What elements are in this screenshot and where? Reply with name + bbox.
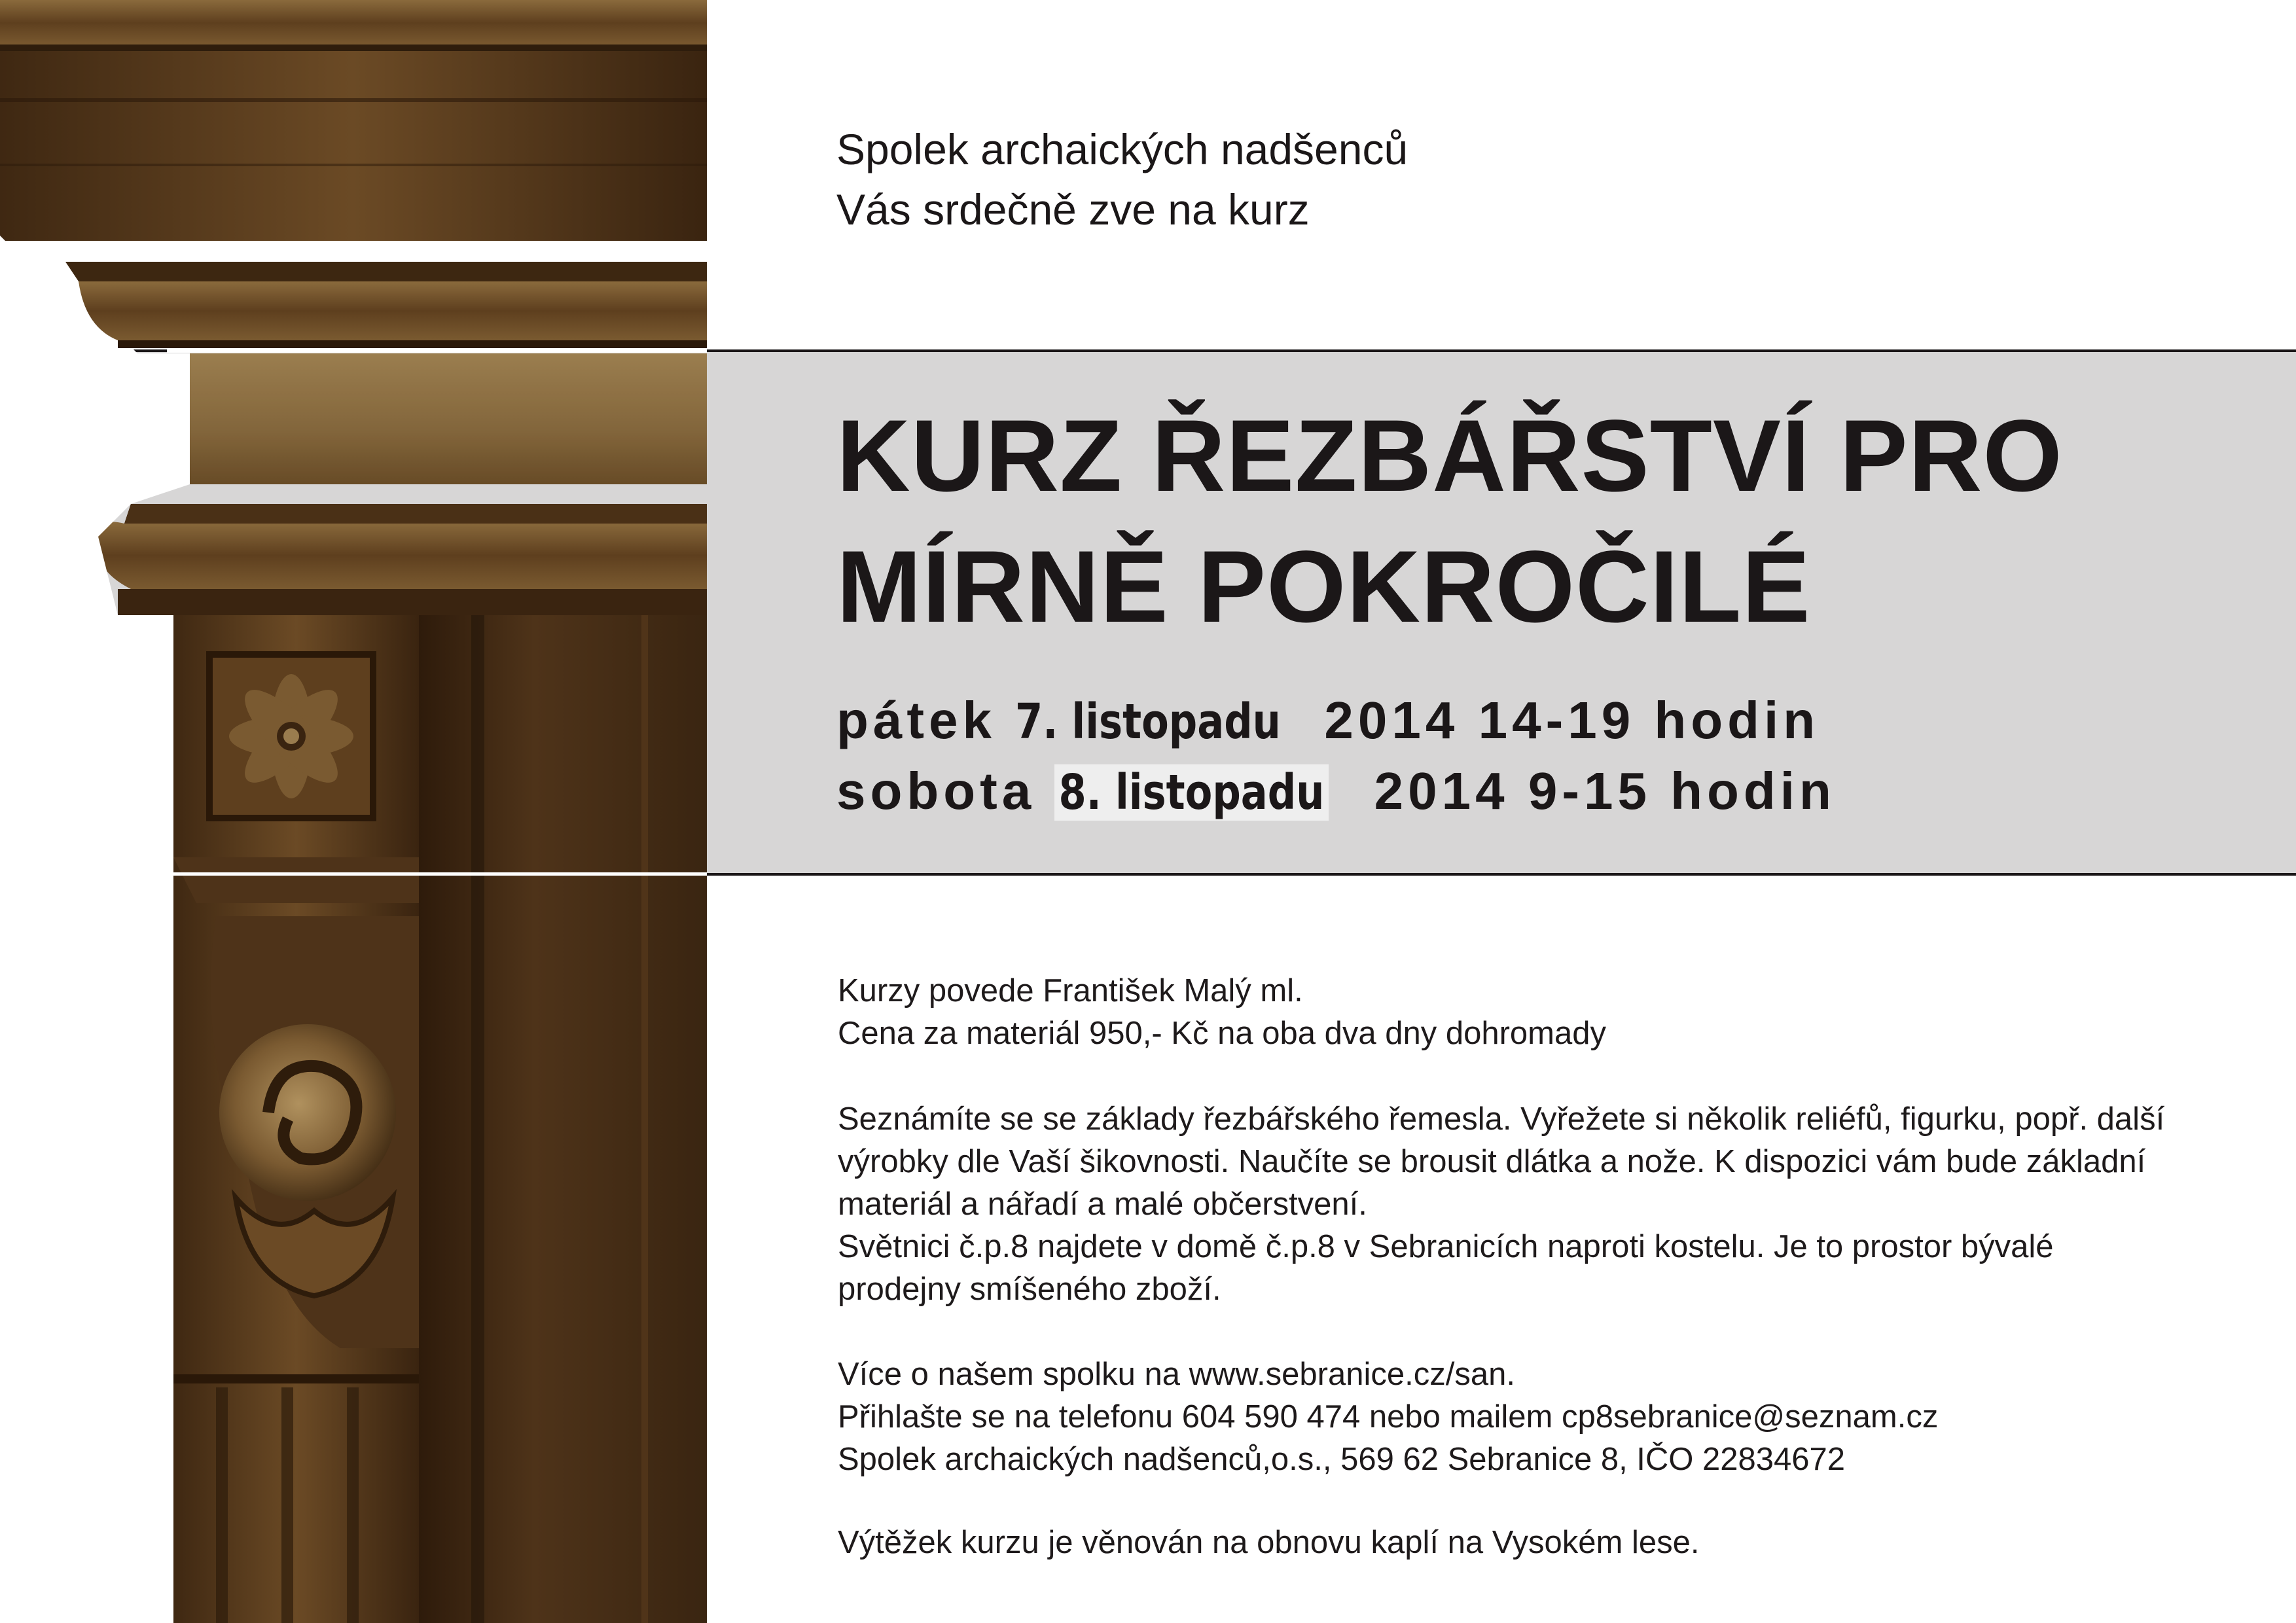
schedule-day: sobota bbox=[836, 762, 1036, 820]
band-bottom-seam bbox=[167, 872, 707, 876]
course-title-line-2: MÍRNĚ POKROČILÉ bbox=[836, 530, 1811, 644]
description-line: prodejny smíšeného zboží. bbox=[838, 1272, 1221, 1307]
proceeds-info bbox=[838, 1522, 1700, 1564]
description-line: materiál a nářadí a malé občerstvení. bbox=[838, 1186, 1367, 1222]
price-text: Cena za materiál 950,- Kč na oba dva dny dohromady bbox=[838, 1016, 1606, 1051]
schedule-date: 7. listopadu bbox=[1015, 694, 1282, 750]
schedule-year: 2014 bbox=[1374, 762, 1509, 820]
schedule-hours: 14-19 hodin bbox=[1478, 691, 1820, 749]
organization-address-line: Spolek archaických nadšenců,o.s., 569 62 Sebranice 8, IČO 22834672 bbox=[838, 1442, 1846, 1477]
schedule-hours: 9-15 hodin bbox=[1528, 762, 1836, 820]
carved-wood-photo bbox=[0, 0, 707, 1623]
proceeds-text: Výtěžek kurzu je věnován na obnovu kaplí na Vysokém lese. bbox=[838, 1525, 1700, 1560]
schedule-year: 2014 bbox=[1324, 691, 1460, 749]
band-top-seam bbox=[167, 349, 707, 353]
schedule-row bbox=[836, 690, 1820, 751]
contact-info bbox=[838, 1353, 1938, 1481]
description-line: Světnici č.p.8 najdete v domě č.p.8 v Sebranicích naproti kostelu. Je to prostor bývalé bbox=[838, 1229, 2054, 1264]
course-info bbox=[838, 970, 1606, 1055]
schedule-day: pátek bbox=[836, 691, 996, 749]
course-description bbox=[838, 1098, 2164, 1311]
schedule-row bbox=[836, 761, 1836, 821]
organizer-line: Spolek archaických nadšenců bbox=[836, 125, 1408, 173]
course-title-line-1: KURZ ŘEZBÁŘSTVÍ PRO bbox=[836, 399, 2063, 513]
lecturer-text: Kurzy povede František Malý ml. bbox=[838, 973, 1303, 1008]
invite-line: Vás srdečně zve na kurz bbox=[836, 185, 1310, 234]
registration-line: Přihlašte se na telefonu 604 590 474 nebo mailem cp8sebranice@seznam.cz bbox=[838, 1399, 1939, 1435]
schedule-date: 8. listopadu bbox=[1054, 764, 1329, 821]
website-line: Více o našem spolku na www.sebranice.cz/san. bbox=[838, 1357, 1515, 1392]
description-line: Seznámíte se se základy řezbářského řemesla. Vyřežete si několik reliéfů, figurku, popř. další bbox=[838, 1101, 2165, 1137]
description-line: výrobky dle Vaší šikovnosti. Naučíte se brousit dlátka a nože. K dispozici vám bude základní bbox=[838, 1144, 2146, 1179]
